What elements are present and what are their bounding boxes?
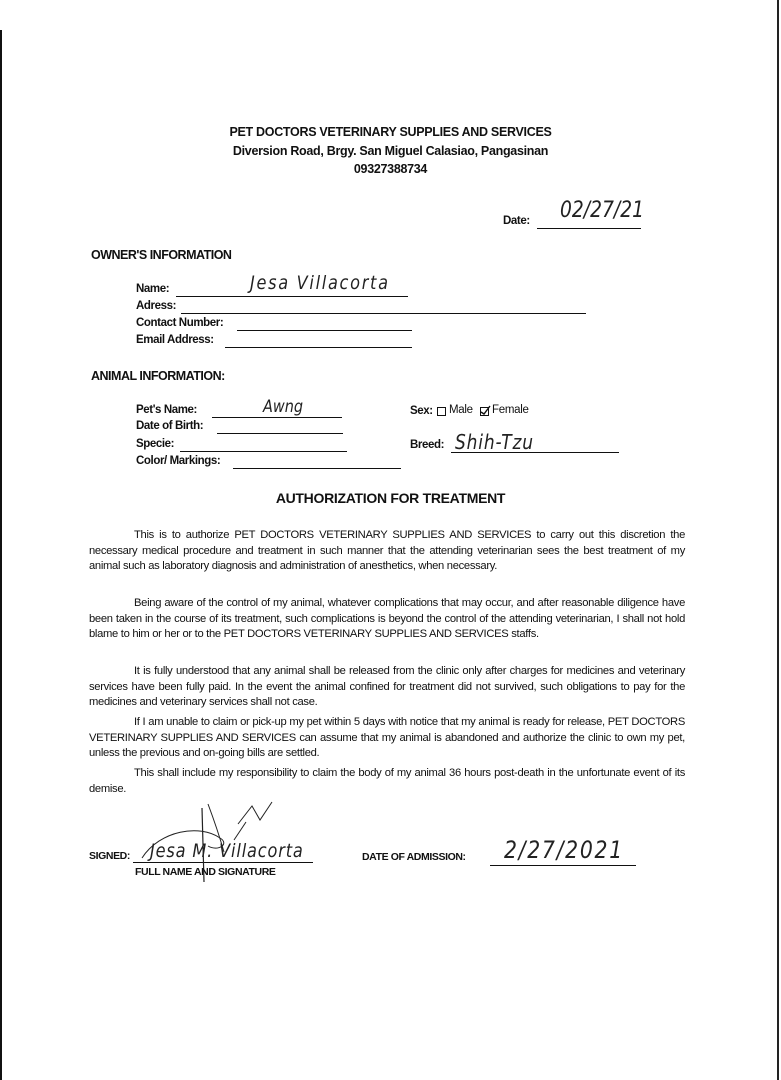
contact-line	[237, 330, 412, 331]
pet-name-value: Awng	[263, 397, 304, 417]
paragraph-1: This is to authorize PET DOCTORS VETERINARY SUPPLIES AND SERVICES to carry out this discretion the necessary medical procedure and treatment in such manner that the attending veterinarian sees the best treatment of my animal such as laboratory diagnosis and administration of anesthetics, when necessary.	[89, 529, 685, 573]
signed-value: Jesa M. Villacorta	[150, 840, 304, 862]
name-value: Jesa Villacorta	[250, 272, 390, 294]
address-label: Adress:	[136, 300, 177, 312]
email-label: Email Address:	[136, 334, 214, 346]
name-label: Name:	[136, 283, 170, 295]
paragraph-2: Being aware of the control of my animal, whatever complications that may occur, and after reasonable diligence have been taken in the course of its treatment, such complications is beyond the control of the attending veterinarian, I shall not hold blame to him or her or to the PET DOCTORS VETERINARY SUPPLIES AND SERVICES staffs.	[89, 597, 685, 641]
address-line	[181, 313, 586, 314]
date-label: Date:	[503, 215, 530, 227]
scan-edge-left	[0, 30, 2, 1080]
species-line	[180, 451, 347, 452]
dob-line	[217, 433, 343, 434]
authorization-title: AUTHORIZATION FOR TREATMENT	[275, 490, 506, 506]
breed-value: Shih-Tzu	[455, 430, 534, 454]
checkmark-icon	[480, 405, 491, 416]
company-phone: 09327388734	[353, 162, 428, 176]
female-checkbox[interactable]	[480, 407, 489, 416]
signed-label: SIGNED:	[89, 850, 130, 862]
male-checkbox[interactable]	[437, 407, 446, 416]
dob-label: Date of Birth:	[136, 420, 204, 432]
signature-caption: FULL NAME AND SIGNATURE	[135, 866, 276, 878]
paragraph-5: This shall include my responsibility to claim the body of my animal 36 hours post-death in the unfortunate event of its demise.	[89, 767, 685, 795]
owner-heading: OWNER'S INFORMATION	[91, 248, 232, 262]
pet-name-label: Pet's Name:	[136, 404, 197, 416]
male-label: Male	[449, 404, 473, 416]
company-name: PET DOCTORS VETERINARY SUPPLIES AND SERVICES	[229, 125, 552, 139]
animal-heading: ANIMAL INFORMATION:	[91, 369, 225, 383]
female-label: Female	[492, 404, 529, 416]
admission-label: DATE OF ADMISSION:	[362, 851, 466, 863]
email-line	[225, 347, 412, 348]
paragraph-4: If I am unable to claim or pick-up my pet within 5 days with notice that my animal is ready for release, PET DOCTORS VETERINARY SUPPLIES AND SERVICES can assume that my animal is abandoned and authorize the clinic to own my pet, unless the previous and on-going bills are settled.	[89, 716, 685, 760]
admission-line	[490, 865, 636, 866]
name-line	[176, 296, 408, 297]
contact-label: Contact Number:	[136, 317, 224, 329]
date-value: 02/27/21	[560, 198, 644, 223]
sex-label: Sex:	[410, 405, 433, 417]
paragraph-3: It is fully understood that any animal shall be released from the clinic only after charges for medicines and veterinary services have been fully paid. In the event the animal confined for treatment did not survived, such obligations to pay for the medicines and veterinary services shall not case.	[89, 665, 685, 709]
date-line	[537, 228, 641, 229]
breed-label: Breed:	[410, 439, 445, 451]
admission-value: 2/27/2021	[504, 836, 624, 864]
color-label: Color/ Markings:	[136, 455, 221, 467]
pet-name-line	[212, 417, 342, 418]
company-address: Diversion Road, Brgy. San Miguel Calasiao, Pangasinan	[232, 144, 549, 158]
color-line	[233, 468, 401, 469]
species-label: Specie:	[136, 438, 175, 450]
